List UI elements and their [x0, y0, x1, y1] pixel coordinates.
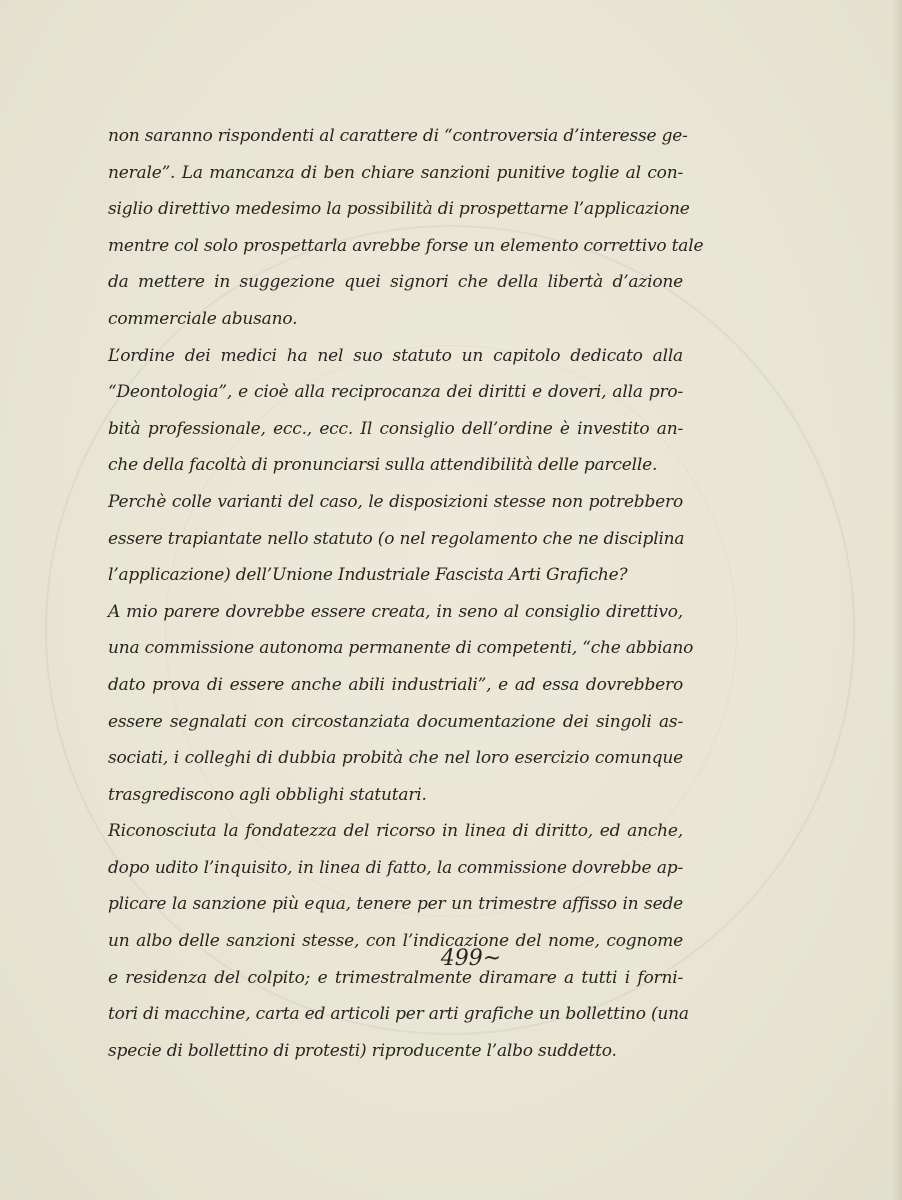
text-line: Riconosciuta la fondatezza del ricorso in linea di diritto, ed anche, — [108, 821, 683, 842]
text-line: dato prova di essere anche abili industriali”, e ad essa dovrebbero — [108, 674, 683, 695]
text-line: non saranno rispondenti al carattere di “controversia d’interesse ge- — [108, 126, 688, 146]
page-edge-shadow — [892, 0, 902, 1200]
text-line: specie di bollettino di protesti) riproducente l’albo suddetto. — [108, 1040, 617, 1061]
text-line: plicare la sanzione più equa, tenere per un trimestre affisso in sede — [108, 894, 683, 915]
text-line: tori di macchine, carta ed articoli per arti grafiche un bollettino (una — [108, 1004, 689, 1025]
text-line: una commissione autonoma permanente di competenti, “che abbiano — [108, 638, 694, 659]
text-line: l’applicazione) dell’Unione Industriale Fascista Arti Grafiche? — [108, 565, 628, 586]
text-line: dopo udito l’inquisito, in linea di fatto, la commissione dovrebbe ap- — [108, 857, 683, 878]
text-line: Perchè colle varianti del caso, le disposizioni stesse non potrebbero — [108, 491, 683, 512]
page-number: 499~ — [440, 946, 502, 971]
text-line: siglio direttivo medesimo la possibilità di prospettarne l’applicazione — [108, 199, 690, 220]
text-line: sociati, i colleghi di dubbia probità che nel loro esercizio comunque — [108, 748, 683, 769]
text-line: trasgrediscono agli obblighi statutari. — [108, 784, 427, 805]
text-line: nerale”. La mancanza di ben chiare sanzioni punitive toglie al con- — [108, 162, 683, 183]
text-line: un albo delle sanzioni stesse, con l’indicazione del nome, cognome — [108, 931, 683, 952]
text-line: bità professionale, ecc., ecc. Il consiglio dell’ordine è investito an- — [108, 418, 683, 439]
text-line: L’ordine dei medici ha nel suo statuto un capitolo dedicato alla — [108, 345, 683, 366]
text-line: da mettere in suggezione quei signori che della libertà d’azione — [108, 272, 683, 293]
text-line: commerciale abusano. — [108, 308, 298, 329]
text-line: mentre col solo prospettarla avrebbe forse un elemento correttivo tale — [108, 235, 704, 256]
body-text — [108, 118, 704, 1069]
text-line: essere segnalati con circostanziata documentazione dei singoli as- — [108, 711, 683, 732]
text-line: A mio parere dovrebbe essere creata, in seno al consiglio direttivo, — [108, 601, 683, 622]
text-line: che della facoltà di pronunciarsi sulla attendibilità delle parcelle. — [108, 455, 658, 476]
text-line: “Deontologia”, e cioè alla reciprocanza dei diritti e doveri, alla pro- — [108, 382, 683, 403]
text-line: e residenza del colpito; e trimestralmente diramare a tutti i forni- — [108, 967, 683, 988]
text-line: essere trapiantate nello statuto (o nel regolamento che ne disciplina — [108, 528, 685, 549]
